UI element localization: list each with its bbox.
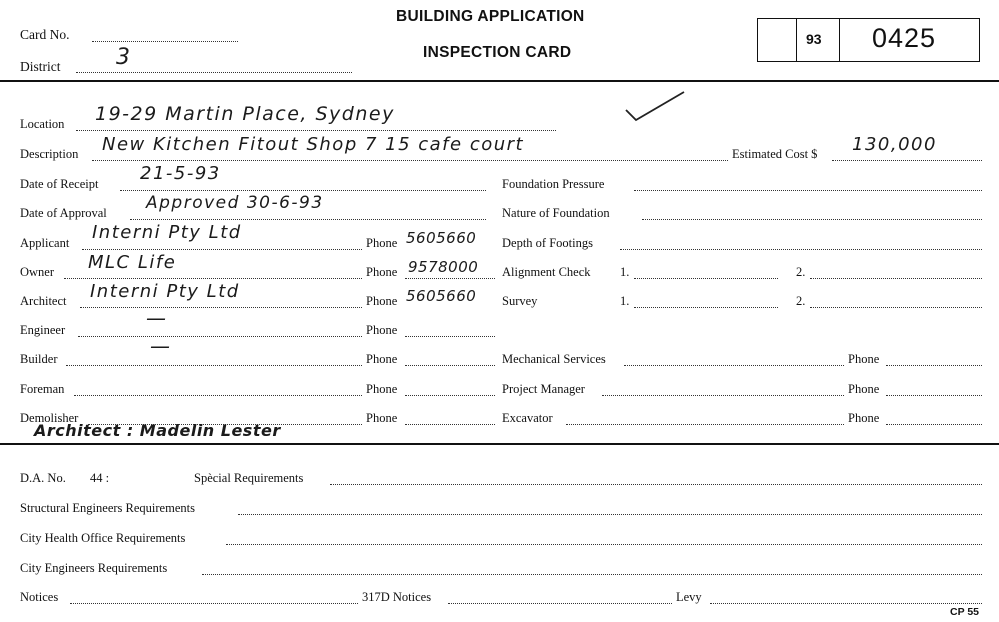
builder-field[interactable]	[66, 365, 362, 366]
location-value: 19-29 Martin Place, Sydney	[95, 103, 395, 125]
date-receipt-field[interactable]	[120, 190, 486, 191]
applicant-label: Applicant	[20, 236, 70, 250]
special-requirements-label: Spècial Requirements	[194, 471, 304, 485]
card-number-box: 0425	[872, 23, 937, 53]
estimated-cost-value: 130,000	[852, 134, 937, 155]
engineer-phone-label: Phone	[366, 323, 398, 337]
foreman-phone-field[interactable]	[405, 395, 495, 396]
nature-foundation-label: Nature of Foundation	[502, 206, 610, 220]
notices-field[interactable]	[70, 603, 358, 604]
applicant-field[interactable]	[82, 249, 362, 250]
da-no-label: D.A. No.	[20, 471, 66, 485]
builder-phone-field[interactable]	[405, 365, 495, 366]
applicant-value: Interni Pty Ltd	[92, 222, 242, 243]
engineer-value: —	[146, 306, 168, 330]
applicant-phone-label: Phone	[366, 236, 398, 250]
levy-field[interactable]	[710, 603, 982, 604]
form-title-line2: INSPECTION CARD	[423, 44, 572, 61]
foreman-label: Foreman	[20, 382, 65, 396]
fields-divider	[0, 443, 999, 445]
checkmark-icon	[620, 88, 690, 126]
mechanical-phone-label: Phone	[848, 352, 880, 366]
notices-317d-field[interactable]	[448, 603, 672, 604]
engineer-label: Engineer	[20, 323, 66, 337]
builder-value: —	[150, 334, 172, 358]
description-value: New Kitchen Fitout Shop 7 15 cafe court	[102, 134, 525, 155]
survey-2-field[interactable]	[810, 307, 982, 308]
estimated-cost-label: Estimated Cost $	[732, 147, 818, 161]
health-requirements-label: City Health Office Requirements	[20, 531, 186, 545]
da-no-value: 44 :	[90, 471, 110, 485]
architect-note: Architect : Madelin Lester	[34, 421, 281, 440]
notices-label: Notices	[20, 590, 59, 604]
survey-2-label: 2.	[796, 294, 806, 308]
project-manager-phone-field[interactable]	[886, 395, 982, 396]
engineer-phone-field[interactable]	[405, 336, 495, 337]
owner-value: MLC Life	[88, 252, 177, 273]
estimated-cost-field[interactable]	[832, 160, 982, 161]
project-manager-field[interactable]	[602, 395, 844, 396]
description-label: Description	[20, 147, 79, 161]
foundation-pressure-field[interactable]	[634, 190, 982, 191]
location-field[interactable]	[76, 130, 556, 131]
owner-label: Owner	[20, 265, 55, 279]
header-divider	[0, 80, 999, 82]
date-approval-value: Approved 30-6-93	[146, 193, 324, 213]
architect-field[interactable]	[80, 307, 362, 308]
card-no-label: Card No.	[20, 27, 70, 42]
notices-317d-label: 317D Notices	[362, 590, 432, 604]
mechanical-phone-field[interactable]	[886, 365, 982, 366]
excavator-label: Excavator	[502, 411, 553, 425]
project-manager-label: Project Manager	[502, 382, 585, 396]
survey-1-label: 1.	[620, 294, 630, 308]
alignment-2-field[interactable]	[810, 278, 982, 279]
city-engineers-label: City Engineers Requirements	[20, 561, 168, 575]
card-no-field[interactable]	[92, 41, 238, 42]
owner-phone-value: 9578000	[408, 258, 479, 276]
excavator-phone-label: Phone	[848, 411, 880, 425]
structural-requirements-label: Structural Engineers Requirements	[20, 501, 195, 515]
foundation-pressure-label: Foundation Pressure	[502, 177, 605, 191]
mechanical-field[interactable]	[624, 365, 844, 366]
foreman-field[interactable]	[74, 395, 362, 396]
description-field[interactable]	[92, 160, 728, 161]
location-label: Location	[20, 117, 65, 131]
year-box: 93	[806, 31, 822, 47]
owner-phone-field[interactable]	[405, 278, 495, 279]
alignment-1-label: 1.	[620, 265, 630, 279]
applicant-phone-value: 5605660	[406, 229, 477, 247]
district-label: District	[20, 59, 61, 74]
date-approval-label: Date of Approval	[20, 206, 107, 220]
health-requirements-field[interactable]	[226, 544, 982, 545]
special-requirements-field[interactable]	[330, 484, 982, 485]
demolisher-phone-label: Phone	[366, 411, 398, 425]
alignment-check-label: Alignment Check	[502, 265, 591, 279]
depth-footings-label: Depth of Footings	[502, 236, 593, 250]
nature-foundation-field[interactable]	[642, 219, 982, 220]
foreman-phone-label: Phone	[366, 382, 398, 396]
form-code: CP 55	[950, 606, 979, 618]
structural-requirements-field[interactable]	[238, 514, 982, 515]
district-field[interactable]	[76, 72, 352, 73]
excavator-phone-field[interactable]	[886, 424, 982, 425]
builder-phone-label: Phone	[366, 352, 398, 366]
architect-phone-value: 5605660	[406, 287, 477, 305]
city-engineers-field[interactable]	[202, 574, 982, 575]
form-title-line1: BUILDING APPLICATION	[396, 8, 585, 25]
architect-phone-label: Phone	[366, 294, 398, 308]
survey-label: Survey	[502, 294, 538, 308]
depth-footings-field[interactable]	[620, 249, 982, 250]
project-manager-phone-label: Phone	[848, 382, 880, 396]
district-value: 3	[116, 45, 132, 70]
builder-label: Builder	[20, 352, 58, 366]
mechanical-label: Mechanical Services	[502, 352, 606, 366]
alignment-2-label: 2.	[796, 265, 806, 279]
owner-phone-label: Phone	[366, 265, 398, 279]
levy-label: Levy	[676, 590, 702, 604]
excavator-field[interactable]	[566, 424, 844, 425]
card-number-boxes	[757, 18, 980, 62]
alignment-1-field[interactable]	[634, 278, 778, 279]
demolisher-label: Demolisher	[20, 411, 79, 425]
date-approval-field[interactable]	[130, 219, 486, 220]
demolisher-phone-field[interactable]	[405, 424, 495, 425]
engineer-field[interactable]	[78, 336, 362, 337]
architect-label: Architect	[20, 294, 67, 308]
owner-field[interactable]	[64, 278, 362, 279]
architect-value: Interni Pty Ltd	[90, 281, 240, 302]
survey-1-field[interactable]	[634, 307, 778, 308]
date-receipt-label: Date of Receipt	[20, 177, 99, 191]
date-receipt-value: 21-5-93	[140, 163, 221, 184]
